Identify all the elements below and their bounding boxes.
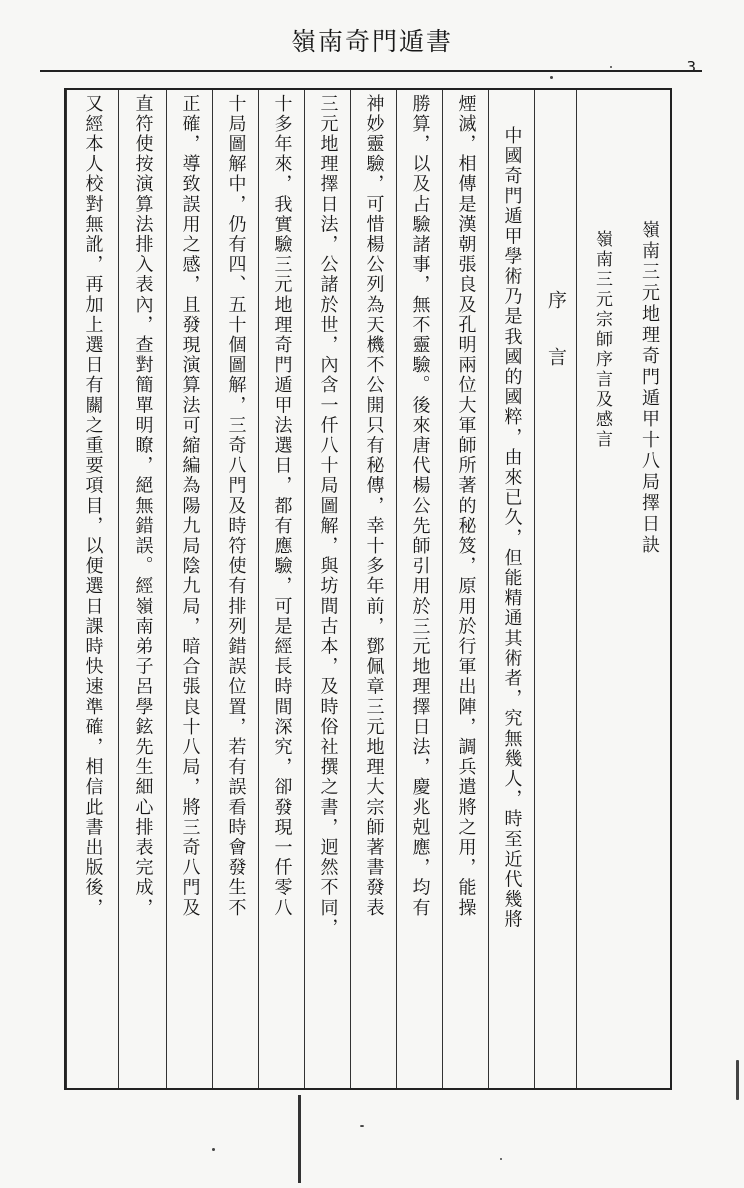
scan-speck bbox=[736, 1060, 739, 1100]
paragraph-line: 勝算，以及占驗諸事，無不靈驗。後來唐代楊公先師引用於三元地理擇日法，慶兆剋應，均有 bbox=[409, 94, 431, 919]
paragraph-line: 直符使按演算法排入表內，查對簡單明瞭，絕無錯誤。經嶺南弟子呂學鉉先生細心排表完成， bbox=[132, 94, 154, 919]
column-section bbox=[534, 90, 576, 1088]
section-heading: 序言 bbox=[545, 290, 567, 404]
scan-speck bbox=[212, 1148, 215, 1151]
page-header-title: 嶺南奇門遁書 bbox=[290, 27, 453, 56]
column-text-10 bbox=[66, 90, 118, 1088]
header-divider bbox=[40, 70, 702, 72]
column-text-3 bbox=[396, 90, 442, 1088]
scan-speck bbox=[500, 1158, 502, 1160]
column-subtitle bbox=[576, 90, 626, 1088]
column-text-8 bbox=[166, 90, 212, 1088]
column-text-6 bbox=[258, 90, 304, 1088]
paragraph-line: 神妙靈驗，可惜楊公列為天機不公開只有秘傳，幸十多年前，鄧佩章三元地理大宗師著書發表 bbox=[363, 94, 385, 919]
paragraph-line: 正確，導致誤用之感，且發現演算法可縮編為陽九局陰九局，暗合張良十八局，將三奇八門及 bbox=[179, 94, 201, 919]
column-text-5 bbox=[304, 90, 350, 1088]
paragraph-line: 三元地理擇日法，公諸於世，內含一仟八十局圖解，與坊間古本，及時俗社撰之書，迥然不同， bbox=[317, 94, 339, 939]
book-title: 嶺南三元地理奇門遁甲十八局擇日訣 bbox=[639, 220, 660, 556]
paragraph-line: 十多年來，我實驗三元地理奇門遁甲法選日，都有應驗，可是經長時間深究，卻發現一仟零八 bbox=[271, 94, 293, 919]
text-frame bbox=[64, 88, 672, 1090]
paragraph-line: 又經本人校對無訛，再加上選日有關之重要項目，以便選日課時快速準確，相信此書出版後， bbox=[82, 94, 104, 919]
paragraph-line: 中國奇門遁甲學術乃是我國的國粹，由來已久，但能精通其術者，究無幾人，時至近代幾將 bbox=[501, 126, 523, 930]
column-text-4 bbox=[350, 90, 396, 1088]
column-title bbox=[626, 90, 672, 1088]
column-text-2 bbox=[442, 90, 488, 1088]
column-text-1 bbox=[488, 90, 534, 1088]
scan-edge-mark bbox=[298, 1095, 301, 1183]
column-text-7 bbox=[212, 90, 258, 1088]
scan-speck bbox=[610, 66, 612, 68]
page-number: 3 bbox=[686, 58, 696, 76]
paragraph-line: 十局圖解中，仍有四、五十個圖解，三奇八門及時符使有排列錯誤位置，若有誤看時會發生不 bbox=[225, 94, 247, 919]
scan-speck bbox=[360, 1125, 364, 1127]
section-subtitle: 嶺南三元宗師序言及感言 bbox=[592, 230, 612, 450]
scan-speck bbox=[550, 76, 553, 79]
column-text-9 bbox=[118, 90, 166, 1088]
paragraph-line: 煙滅，相傳是漢朝張良及孔明兩位大軍師所著的秘笈，原用於行軍出陣，調兵遣將之用，能操 bbox=[455, 94, 477, 919]
